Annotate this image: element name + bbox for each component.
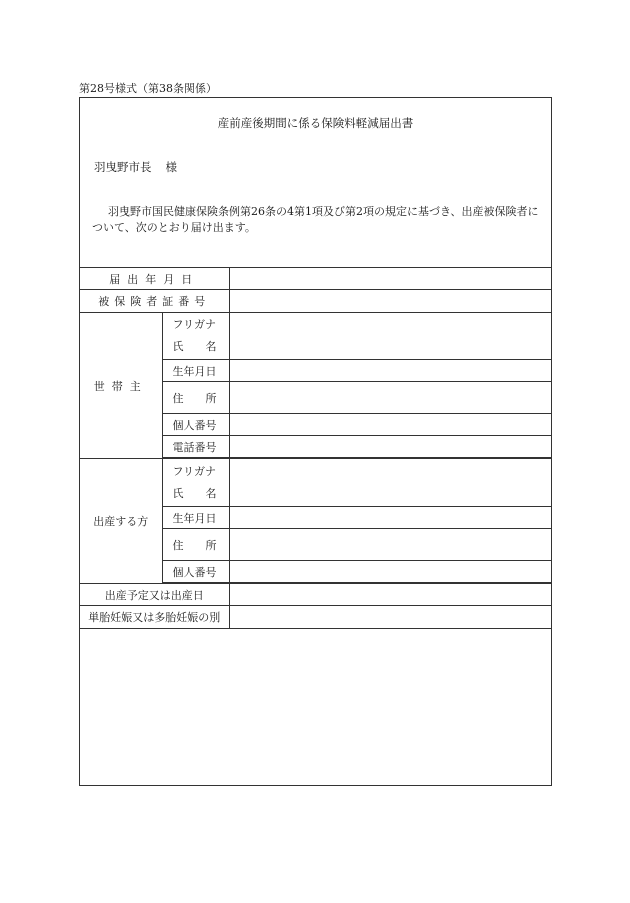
field-birth-person-birth-date[interactable]: [229, 507, 551, 529]
label-birth-person-name-b: 名: [205, 486, 217, 500]
label-expected-birth-date: 出産予定又は出産日: [80, 584, 229, 606]
field-birth-person-name[interactable]: [229, 459, 551, 507]
row-householder-name: [80, 313, 551, 360]
label-householder-name: [162, 313, 229, 360]
label-householder-address-a: 住: [172, 391, 184, 405]
row-notification-date: [80, 268, 551, 290]
label-birth-person-address: [162, 529, 229, 561]
label-insured-card-number: 被保険者証番号: [80, 290, 229, 313]
label-householder-name-b: 名: [205, 340, 217, 353]
label-householder-furigana: フリガナ: [172, 318, 216, 331]
row-birth-person-name: [80, 459, 551, 507]
field-birth-person-address[interactable]: [229, 529, 551, 561]
field-householder-name[interactable]: [229, 313, 551, 360]
field-expected-birth-date[interactable]: [229, 584, 551, 606]
label-birth-person-name-a: 氏: [172, 486, 184, 500]
addressee-name: 羽曳野市長: [94, 160, 152, 174]
label-single-or-multiple: 単胎妊娠又は多胎妊娠の別: [80, 606, 229, 629]
label-householder-birth-date: 生年月日: [162, 360, 229, 382]
row-expected-birth-date: [80, 584, 551, 606]
label-birth-person-furigana: フリガナ: [172, 464, 216, 478]
label-householder-personal-number: 個人番号: [162, 414, 229, 436]
form-table: [80, 267, 551, 629]
label-householder-name-a: 氏: [172, 340, 184, 353]
label-householder-phone-number: 電話番号: [162, 436, 229, 458]
field-birth-person-personal-number[interactable]: [229, 561, 551, 583]
label-householder-group: 世帯主: [80, 313, 162, 459]
label-householder-address-b: 所: [205, 391, 217, 405]
label-householder-address: [162, 382, 229, 414]
form-title: 産前産後期間に係る保険料軽減届出書: [217, 116, 414, 130]
row-insured-card-number: [80, 290, 551, 313]
field-householder-phone-number[interactable]: [229, 436, 551, 458]
field-householder-address[interactable]: [229, 382, 551, 414]
label-notification-date: 届出年月日: [80, 268, 229, 290]
field-single-or-multiple[interactable]: [229, 606, 551, 629]
label-birth-person-personal-number: 個人番号: [162, 561, 229, 583]
field-householder-birth-date[interactable]: [229, 360, 551, 382]
label-birth-person-address-a: 住: [172, 538, 184, 552]
addressee-honorific: 様: [165, 160, 177, 174]
label-householder-name-wrap: [173, 336, 229, 358]
label-birth-person-name: [162, 459, 229, 507]
field-notification-date[interactable]: [229, 268, 551, 290]
label-birth-person-address-b: 所: [205, 538, 217, 552]
label-birth-person-name-wrap: [173, 483, 229, 505]
field-insured-card-number[interactable]: [229, 290, 551, 313]
label-birth-person-group: 出産する方: [80, 459, 162, 584]
statement-text: 羽曳野市国民健康保険条例第26条の4第1項及び第2項の規定に基づき、出産被保険者について、次のとおり届け出ます。: [92, 205, 539, 234]
addressee: [94, 159, 177, 175]
form-number: 第28号様式（第38条関係）: [79, 82, 217, 95]
notes-area[interactable]: [80, 629, 551, 785]
row-single-or-multiple: [80, 606, 551, 629]
form-frame: [79, 97, 552, 786]
field-householder-personal-number[interactable]: [229, 414, 551, 436]
label-birth-person-birth-date: 生年月日: [162, 507, 229, 529]
